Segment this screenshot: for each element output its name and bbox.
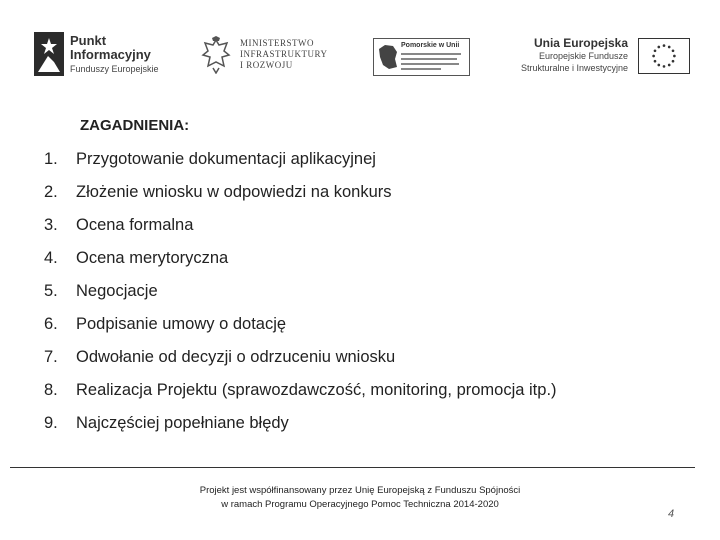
pomorskie-fine-print <box>401 63 459 65</box>
eu-star-icon <box>672 49 675 52</box>
agenda-item <box>44 150 557 183</box>
eu-star-icon <box>673 55 676 58</box>
agenda-item-number: 1. <box>44 150 58 168</box>
footer-line2: w ramach Programu Operacyjnego Pomoc Techniczna 2014-2020 <box>221 499 499 510</box>
agenda-item <box>44 315 557 348</box>
agenda-item-text: Odwołanie od decyzji o odrzuceniu wniosku <box>76 348 396 366</box>
eu-star-icon <box>654 60 657 63</box>
pomorskie-map-icon <box>377 43 399 71</box>
agenda-item-number: 6. <box>44 315 58 333</box>
agenda-item-number: 3. <box>44 216 58 234</box>
section-heading: ZAGADNIENIA: <box>80 117 190 134</box>
agenda-item-number: 4. <box>44 249 58 267</box>
eu-star-icon <box>652 55 655 58</box>
eu-flag-icon <box>638 38 690 74</box>
eu-star-icon <box>663 65 666 68</box>
ministry-line3: I ROZWOJU <box>240 60 293 70</box>
pomorskie-fine-print <box>401 58 457 60</box>
agenda-item-number: 7. <box>44 348 58 366</box>
pomorskie-fine-print <box>401 53 461 55</box>
agenda-item-text: Przygotowanie dokumentacji aplikacyjnej <box>76 150 376 168</box>
agenda-item-text: Ocena merytoryczna <box>76 249 229 267</box>
eu-star-icon <box>654 49 657 52</box>
logo-bar <box>0 28 720 88</box>
agenda-item-text: Podpisanie umowy o dotację <box>76 315 287 333</box>
agenda-item <box>44 348 557 381</box>
eu-logo <box>520 36 690 80</box>
agenda-item-text: Ocena formalna <box>76 216 194 234</box>
pif-mark-icon <box>34 32 64 76</box>
agenda-item-number: 2. <box>44 183 58 201</box>
pif-line2: Informacyjny <box>70 47 151 62</box>
agenda-item-number: 9. <box>44 414 58 432</box>
agenda-item <box>44 381 557 414</box>
agenda-item-number: 8. <box>44 381 58 399</box>
page-number: 4 <box>668 508 675 520</box>
agenda-item <box>44 216 557 249</box>
pomorskie-fine-print <box>401 68 441 70</box>
eu-line1: Unia Europejska <box>533 36 628 50</box>
agenda-item-text: Najczęściej popełniane błędy <box>76 414 289 432</box>
agenda-item <box>44 183 557 216</box>
eu-star-icon <box>663 44 666 47</box>
ministry-line2: INFRASTRUKTURY <box>240 49 328 59</box>
agenda-item <box>44 249 557 282</box>
eu-star-icon <box>672 60 675 63</box>
agenda-item-text: Złożenie wniosku w odpowiedzi na konkurs <box>76 183 392 201</box>
agenda-item <box>44 282 557 315</box>
agenda-item-number: 5. <box>44 282 58 300</box>
eu-star-icon <box>657 64 660 67</box>
pomorskie-logo <box>373 38 470 76</box>
pif-line1: Punkt <box>70 33 107 48</box>
eu-star-icon <box>657 46 660 49</box>
eu-star-icon <box>668 64 671 67</box>
eu-line2: Europejskie Fundusze <box>538 51 628 61</box>
agenda-item-text: Realizacja Projektu (sprawozdawczość, monitoring, promocja itp.) <box>76 381 557 399</box>
ministry-line1: MINISTERSTWO <box>240 38 314 48</box>
eagle-emblem-icon <box>200 36 232 74</box>
ministry-logo <box>200 36 340 76</box>
footer-line1: Projekt jest współfinansowany przez Unię Europejską z Funduszu Spójności <box>199 485 521 496</box>
agenda-list <box>44 150 557 447</box>
eu-line3: Strukturalne i Inwestycyjne <box>520 63 628 73</box>
punkt-informacyjny-logo <box>34 30 164 82</box>
pomorskie-title: Pomorskie w Unii <box>401 42 460 49</box>
pif-line3: Funduszy Europejskie <box>70 64 159 74</box>
eu-star-icon <box>668 46 671 49</box>
agenda-item <box>44 414 557 447</box>
footer-divider <box>10 467 695 468</box>
agenda-item-text: Negocjacje <box>76 282 158 300</box>
